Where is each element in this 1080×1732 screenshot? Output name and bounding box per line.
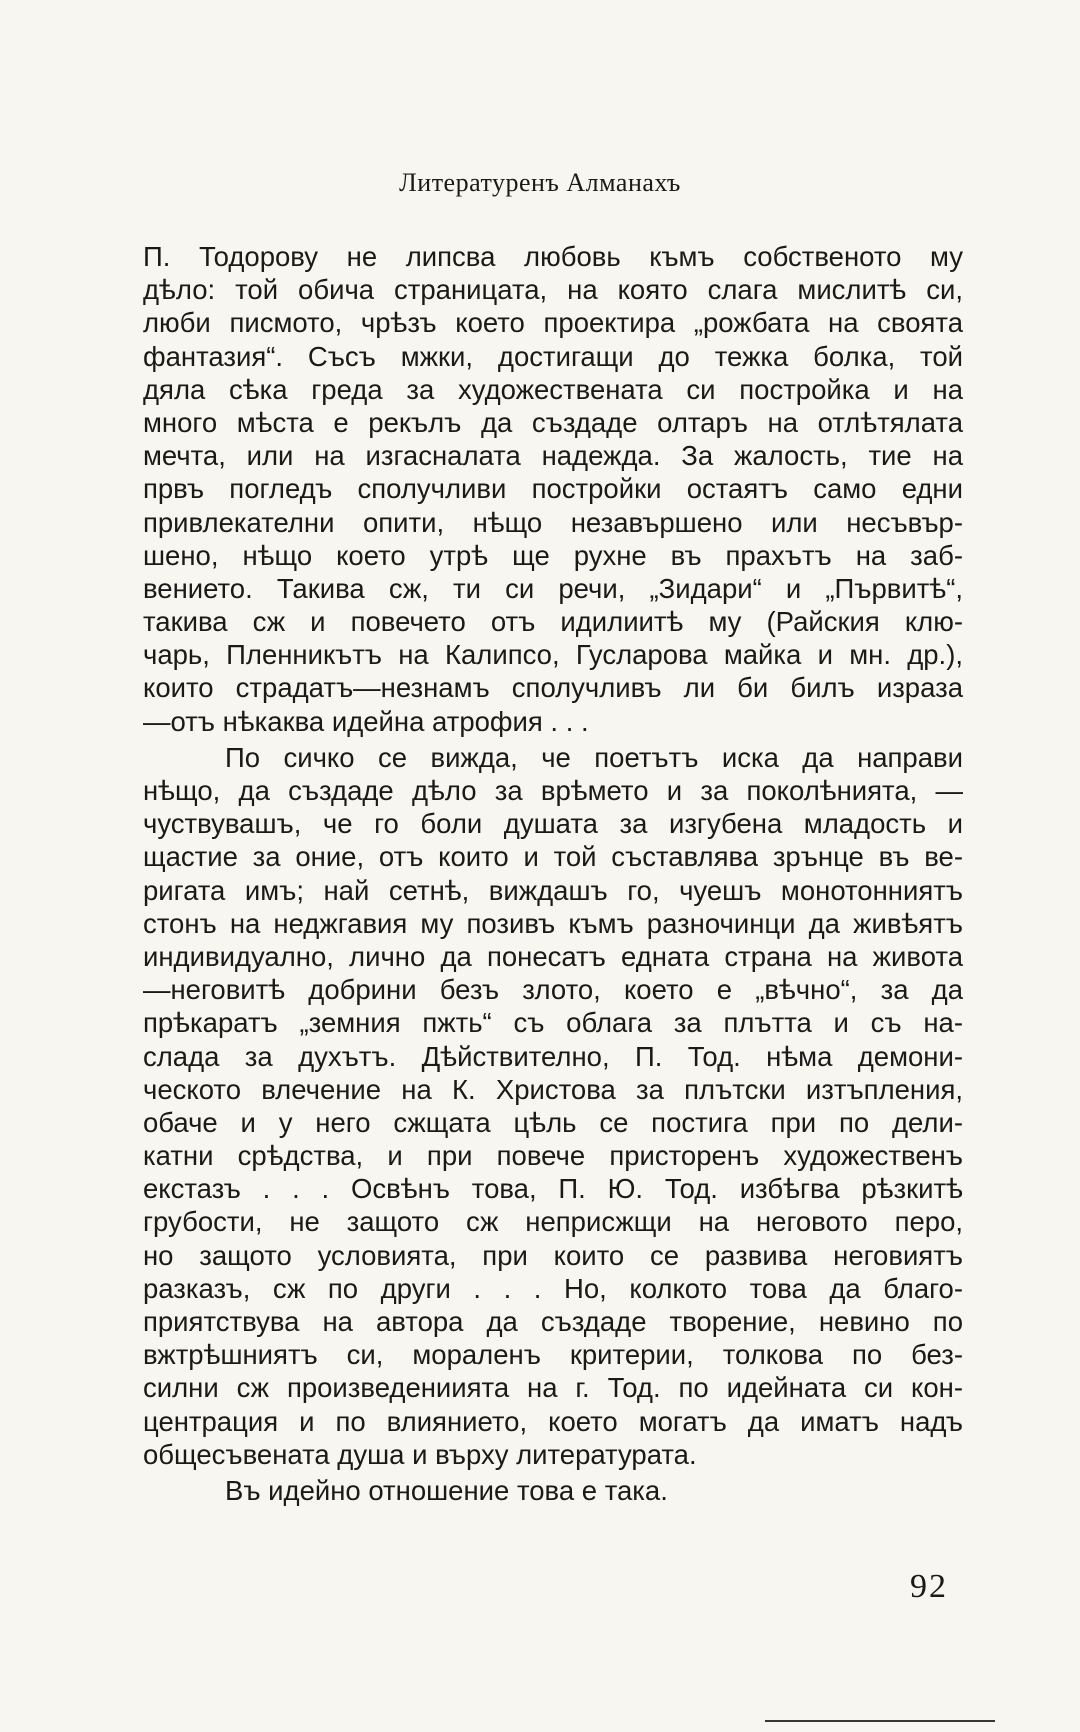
text-line: приятствува на автора да създаде творение, невино по xyxy=(143,1306,963,1337)
text-line: катни срѣдства, и при повече присторенъ художественъ xyxy=(143,1140,963,1172)
text-line: Въ идейно отношение това е така. xyxy=(225,1474,668,1506)
bottom-rule xyxy=(765,1720,995,1722)
text-line: вжтрѣшниятъ си, мораленъ критерии, толкова по без- xyxy=(143,1339,963,1371)
paragraph-3 xyxy=(143,1474,963,1507)
text-line: —отъ нѣкаква идейна атрофия . . . xyxy=(143,705,589,737)
paragraph-2 xyxy=(143,741,963,1471)
text-line: фантазия“. Съсъ мжки, достигащи до тежка болка, той xyxy=(143,340,963,372)
text-line: разказъ, сж по други . . . Но, колкото това да благо- xyxy=(143,1272,963,1304)
text-line: шено, нѣщо което утрѣ ще рухне въ прахътъ на заб- xyxy=(143,539,963,571)
text-line: прѣкаратъ „земния пжть“ съ облага за плътта и съ на- xyxy=(143,1007,963,1039)
text-line: щастие за оние, отъ които и той съставлява зрънце въ ве- xyxy=(143,841,963,873)
text-line: нѣщо, да създаде дѣло за врѣмето и за поколѣнията, — xyxy=(143,775,963,806)
text-line: слада за духътъ. Дѣйствително, П. Тод. нѣма демони- xyxy=(143,1040,963,1072)
text-line: ческото влечение на К. Христова за плътски изтъпления, xyxy=(143,1073,963,1105)
text-line: чуствувашъ, че го боли душата за изгубена младость и xyxy=(143,808,963,840)
body-text xyxy=(143,240,963,1507)
text-line: дѣло: той обича страницата, на която слага мислитѣ си, xyxy=(143,274,963,306)
text-line: индивидуално, лично да понесатъ едната страна на живота xyxy=(143,940,963,972)
text-line: П. Тодорову не липсва любовь къмъ собственото му xyxy=(143,241,963,272)
text-line: общесъвената душа и върху литературата. xyxy=(143,1438,697,1470)
text-line: —неговитѣ добрини безъ злото, което е „вѣчно“, за да xyxy=(143,974,963,1006)
text-line: дяла сѣка греда за художествената си постройка и на xyxy=(143,373,963,405)
text-line: които страдатъ—незнамъ сполучливъ ли би билъ израза xyxy=(143,672,963,704)
text-line: грубости, не защото сж неприсжщи на неговото перо, xyxy=(143,1206,963,1238)
text-line: такива сж и повечето отъ идилиитѣ му (Райския клю- xyxy=(143,606,963,638)
text-line: мечта, или на изгасналата надежда. За жалость, тие на xyxy=(143,440,963,472)
text-line: чарь, Пленникътъ на Калипсо, Гусларова майка и мн. др.), xyxy=(143,639,963,671)
text-line: центрация и по влиянието, което могатъ да иматъ надъ xyxy=(143,1405,963,1437)
text-line: ригата имъ; най сетнѣ, виждашъ го, чуешъ монотонниятъ xyxy=(143,874,963,906)
text-line: обаче и у него сжщата цѣль се постига при по дели- xyxy=(143,1106,963,1138)
paragraph-1 xyxy=(143,240,963,738)
text-line: силни сж произведениията на г. Тод. по идейната си кон- xyxy=(143,1372,963,1404)
text-line: но защото условията, при които се развива неговиятъ xyxy=(143,1239,963,1271)
text-line: екстазъ . . . Освѣнъ това, П. Ю. Тод. избѣгва рѣзкитѣ xyxy=(143,1173,963,1205)
text-line: много мѣста е рекълъ да създаде олтаръ на отлѣтялата xyxy=(143,406,963,438)
text-line: стонъ на неджгавия му позивъ къмъ разночинци да живѣятъ xyxy=(143,907,963,939)
text-line: вението. Такива сж, ти си речи, „Зидари“ и „Първитѣ“, xyxy=(143,572,963,604)
text-line: люби писмото, чрѣзъ което проектира „рожбата на своята xyxy=(143,307,963,339)
running-head: Литературенъ Алманахъ xyxy=(399,168,681,197)
text-line: привлекателни опити, нѣщо незавършено или несъвър- xyxy=(143,506,963,538)
text-line: По сичко се вижда, че поетътъ иска да направи xyxy=(225,741,963,773)
page-number: 92 xyxy=(910,1568,948,1605)
text-line: првъ погледъ сполучливи постройки остаятъ само едни xyxy=(143,473,963,505)
